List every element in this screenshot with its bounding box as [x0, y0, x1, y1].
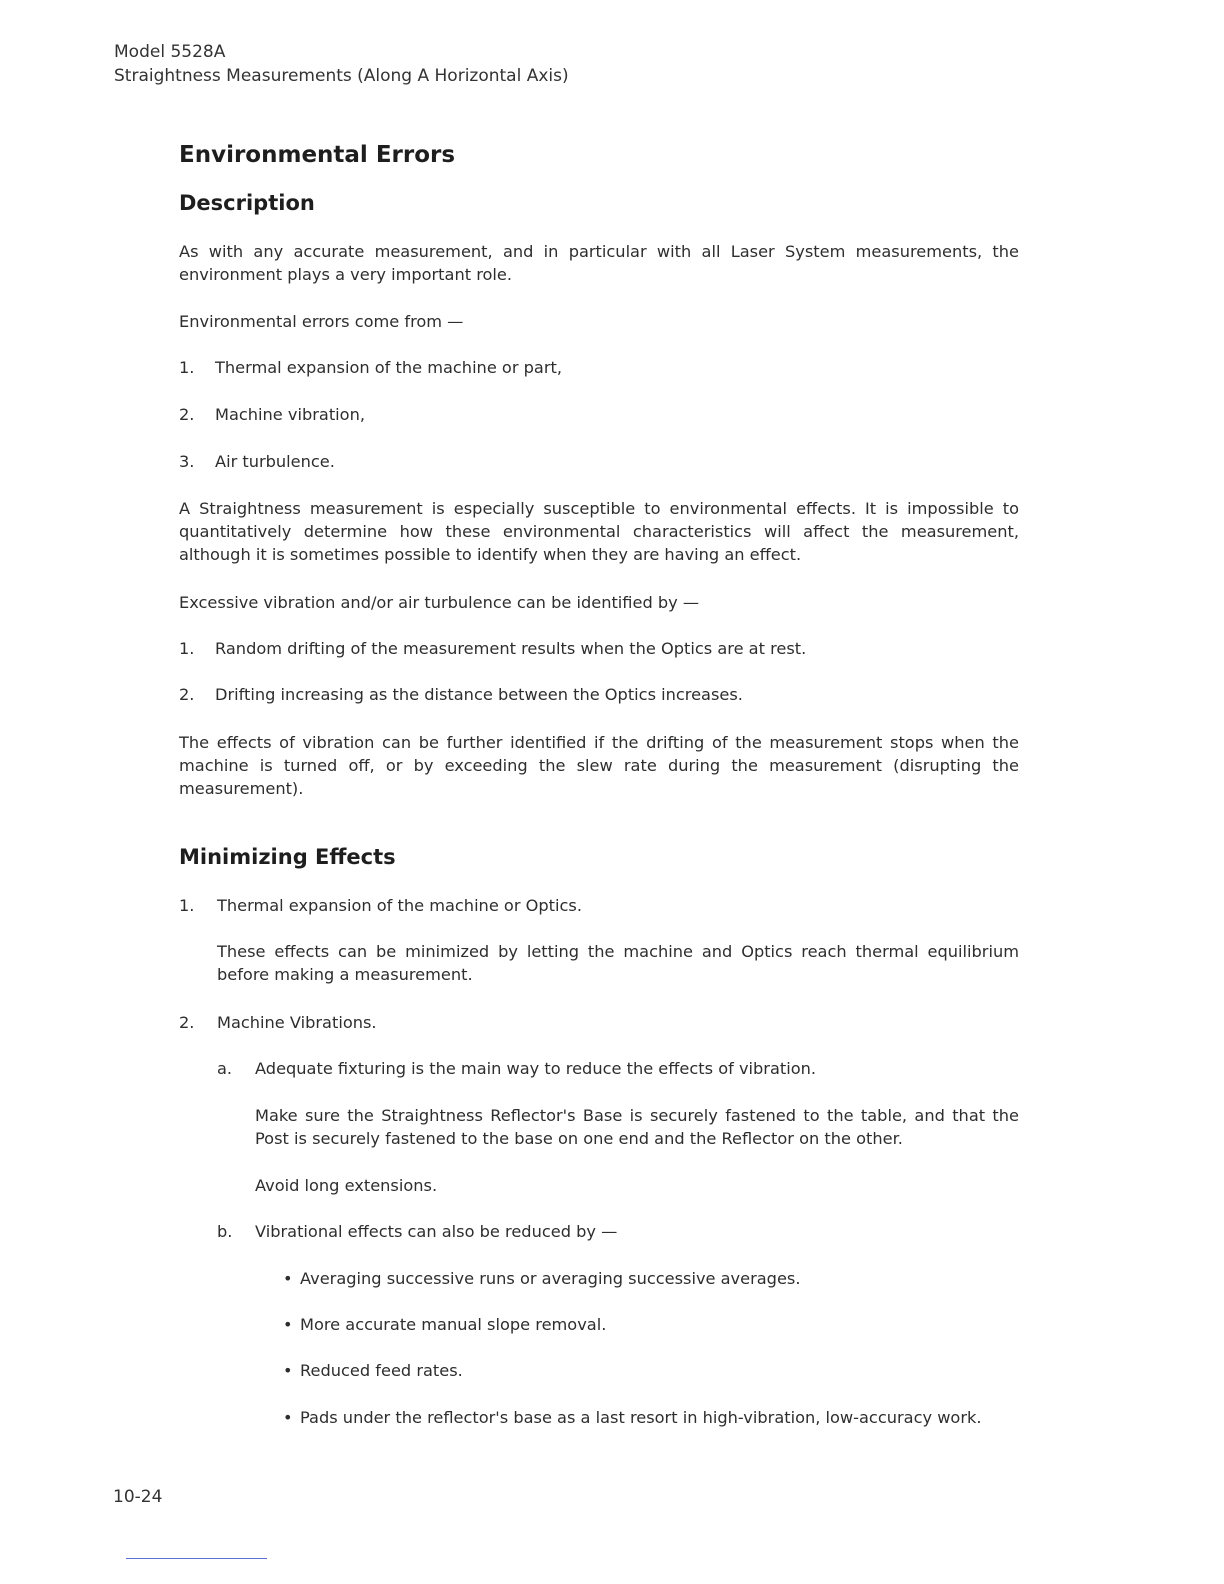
source-num: 3.: [179, 452, 195, 471]
page-title: Environmental Errors: [179, 142, 456, 168]
sub-item-text: Vibrational effects can also be reduced by —: [255, 1222, 618, 1241]
vibration-note: The effects of vibration can be further identified if the drifting of the measurement stops when the machine is turned off, or by exceeding the slew rate during the measurement (disrupting the measurement).: [179, 733, 1019, 798]
minimizing-heading: Minimizing Effects: [179, 845, 396, 869]
description-intro: As with any accurate measurement, and in particular with all Laser System measurements, the environment plays a very important role.: [179, 242, 1019, 284]
source-num: 2.: [179, 405, 195, 424]
identify-num: 2.: [179, 685, 195, 704]
bullet-item: [283, 1313, 606, 1336]
susceptible-paragraph: A Straightness measurement is especially susceptible to environmental effects. It is impossible to quantitatively determine how these environmental characteristics will affect the measurement, although it is sometimes possible to identify when they are having an effect.: [179, 499, 1019, 564]
minimize-num: 2.: [179, 1013, 195, 1032]
bullet-text: Averaging successive runs or averaging successive averages.: [300, 1269, 801, 1288]
bullet-mark: •: [283, 1315, 293, 1334]
sub-item-avoid: Avoid long extensions.: [255, 1176, 438, 1195]
identify-item: Drifting increasing as the distance between the Optics increases.: [215, 685, 743, 704]
identify-item: Random drifting of the measurement results when the Optics are at rest.: [215, 639, 807, 658]
bullet-item: [283, 1406, 982, 1429]
bullet-mark: •: [283, 1269, 293, 1288]
sub-item-detail: Make sure the Straightness Reflector's Base is securely fastened to the table, and that the Post is securely fastened to the base on one end and the Reflector on the other.: [255, 1106, 1019, 1148]
bullet-text: Reduced feed rates.: [300, 1361, 463, 1380]
header-section: Straightness Measurements (Along A Horizontal Axis): [114, 66, 569, 86]
bullet-text: Pads under the reflector's base as a last resort in high-vibration, low-accuracy work.: [300, 1408, 982, 1427]
header-model: Model 5528A: [114, 42, 226, 62]
bullet-text: More accurate manual slope removal.: [300, 1315, 607, 1334]
minimize-item-title: Machine Vibrations.: [217, 1013, 377, 1032]
source-item: Air turbulence.: [215, 452, 335, 471]
sub-label: b.: [217, 1222, 233, 1241]
description-heading: Description: [179, 191, 315, 215]
identify-lead: Excessive vibration and/or air turbulence can be identified by —: [179, 593, 700, 612]
sources-lead: Environmental errors come from —: [179, 312, 464, 331]
sub-label: a.: [217, 1059, 233, 1078]
source-num: 1.: [179, 358, 195, 377]
minimize-item-title: Thermal expansion of the machine or Optics.: [217, 896, 582, 915]
bullet-item: [283, 1267, 800, 1290]
source-item: Thermal expansion of the machine or part,: [215, 358, 562, 377]
source-item: Machine vibration,: [215, 405, 365, 424]
bullet-item: [283, 1359, 463, 1382]
sub-item-text: Adequate fixturing is the main way to reduce the effects of vibration.: [255, 1059, 817, 1078]
bullet-mark: •: [283, 1408, 293, 1427]
minimize-item-body: These effects can be minimized by letting the machine and Optics reach thermal equilibrium before making a measurement.: [217, 942, 1019, 984]
identify-num: 1.: [179, 639, 195, 658]
minimize-num: 1.: [179, 896, 195, 915]
page-number: 10-24: [113, 1487, 163, 1507]
bullet-mark: •: [283, 1361, 293, 1380]
footer-rule: [126, 1558, 267, 1559]
